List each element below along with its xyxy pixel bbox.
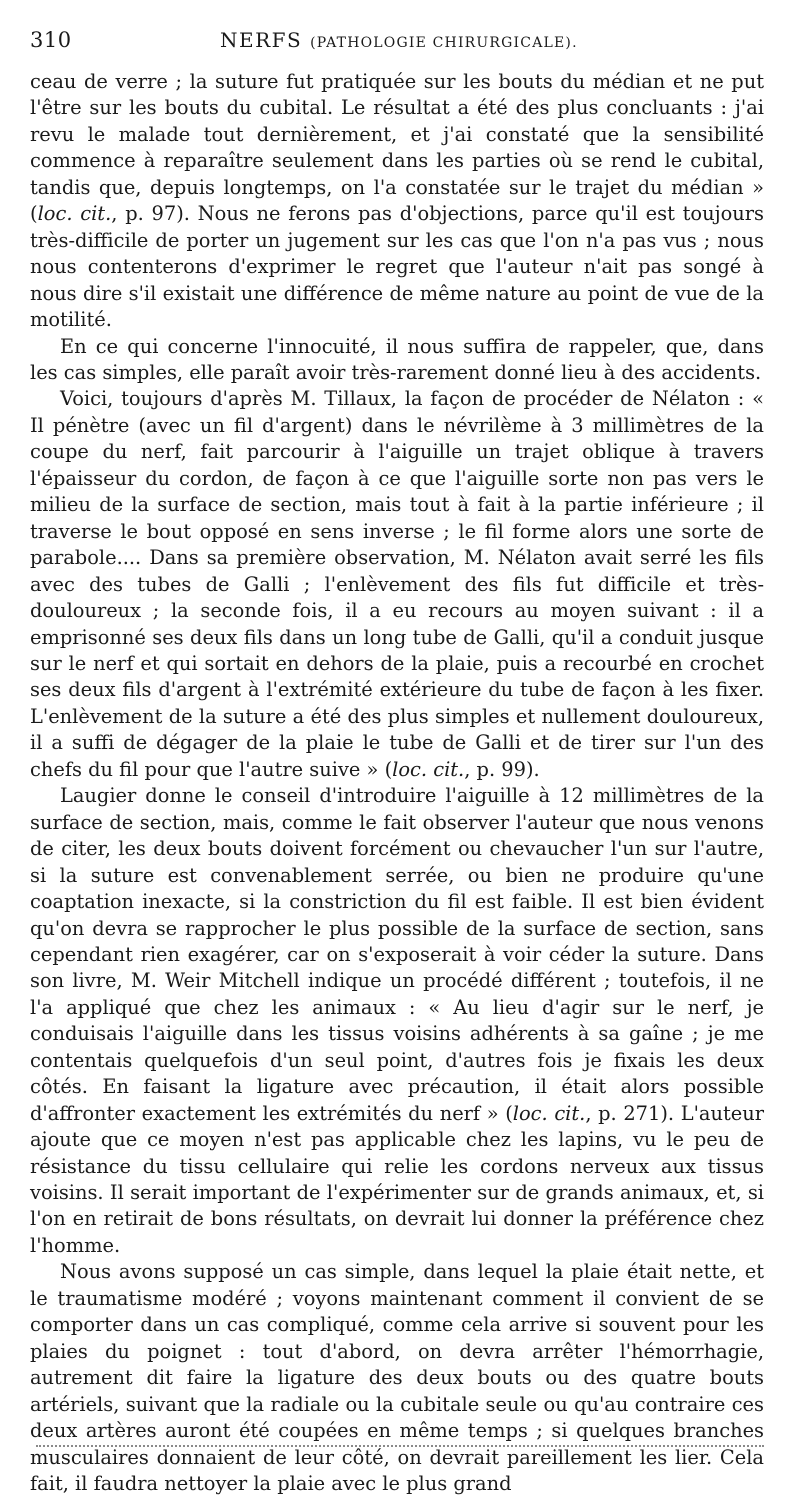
footer-dotted-rule: [36, 1445, 764, 1447]
paragraph-text: ceau de verre ; la suture fut pratiquée sur les bouts du médian et ne put l'être sur les bouts du cubital. Le résultat a été des plus concluants : j'ai revu le malade tout dernièrement, et j'ai constaté que la sensibilité commence à reparaître seulement dans les parties où se rend le cubital, tandis que, depuis longtemps, on l'a constatée sur le trajet du médian » (: [30, 70, 764, 226]
running-title-sub: (PATHOLOGIE CHIRURGICALE).: [310, 35, 578, 51]
citation-italic: loc. cit.: [512, 1101, 586, 1125]
paragraph-text: Voici, toujours d'après M. Tillaux, la façon de procéder de Nélaton : « Il pénètre (avec un fil d'argent) dans le névrilème à 3 millimètres de la coupe du nerf, fait parcourir à l'aiguille un trajet oblique à travers l'épaisseur du cordon, de façon à ce que l'aiguille sorte non pas vers le milieu de la surface de section, mais tout à fait à la partie inférieure ; il traverse le bout opposé en sens inverse ; le fil forme alors une sorte de parabole.... Dans sa première observation, M. Nélaton avait serré les fils avec des tubes de Galli ; l'enlèvement des fils fut difficile et très-douloureux ; la seconde fois, il a eu recours au moyen suivant : il a emprisonné ses deux fils dans un long tube de Galli, qu'il a conduit jusque sur le nerf et qui sortait en dehors de la plaie, puis a recourbé en crochet ses deux fils d'argent à l'extrémité extérieure du tube de façon à les fixer. L'enlèvement de la suture a été des plus simples et nullement douloureux, il a suffi de dégager de la plaie le tube de Galli et de tirer sur l'un des chefs du fil pour que l'autre suive » (: [30, 387, 764, 781]
paragraph-text: , p. 97). Nous ne ferons pas d'objections, parce qu'il est toujours très-difficile de porter un jugement sur les cas que l'on n'a pas vus ; nous nous contenterons d'exprimer le regret que l'auteur n'ait pas songé à nous dire s'il existait une différence de même nature au point de vue de la motilité.: [30, 202, 764, 332]
paragraph-p1: [30, 69, 764, 334]
paragraph-p4: [30, 783, 764, 1259]
running-title: [220, 28, 578, 52]
paragraph-text: En ce qui concerne l'innocuité, il nous suffira de rappeler, que, dans les cas simples, elle paraît avoir très-rarement donné lieu à des accidents.: [30, 334, 764, 384]
paragraph-text: Laugier donne le conseil d'introduire l'aiguille à 12 millimètres de la surface de section, mais, comme le fait observer l'auteur que nous venons de citer, les deux bouts doivent forcément ou chevaucher l'un sur l'autre, si la suture est convenablement serrée, ou bien ne produire qu'une coaptation inexacte, si la constriction du fil est faible. Il est bien évident qu'on devra se rapprocher le plus possible de la surface de section, sans cependant rien exagérer, car on s'exposerait à voir céder la suture. Dans son livre, M. Weir Mitchell indique un procédé différent ; toutefois, il ne l'a appliqué que chez les animaux : « Au lieu d'agir sur le nerf, je conduisais l'aiguille dans les tissus voisins adhérents à sa gaîne ; je me contentais quelquefois d'un seul point, d'autres fois je fixais les deux côtés. En faisant la ligature avec précaution, il était alors possible d'affronter exactement les extrémités du nerf » (: [30, 784, 764, 1125]
body-text: [30, 69, 764, 1497]
paragraph-p3: [30, 386, 764, 783]
citation-italic: loc. cit.: [392, 757, 465, 781]
paragraph-p2: [30, 334, 764, 387]
running-title-main: NERFS: [220, 28, 303, 52]
running-head: [30, 28, 770, 58]
citation-italic: loc. cit.: [37, 202, 112, 226]
paragraph-text: Nous avons supposé un cas simple, dans lequel la plaie était nette, et le traumatisme modéré ; voyons maintenant comment il convient de se comporter dans un cas compliqué, comme cela arrive si souvent pour les plaies du poignet : tout d'abord, on devra arrêter l'hémorrhagie, autrement dit faire la ligature des deux bouts ou des quatre bouts artériels, suivant que la radiale ou la cubitale seule ou qu'au contraire ces deux artères auront été coupées en même temps ; si quelques branches musculaires donnaient de leur côté, on devrait pareillement les lier. Cela fait, il faudra nettoyer la plaie avec le plus grand: [30, 1260, 764, 1496]
paragraph-text: , p. 271). L'auteur ajoute que ce moyen n'est pas applicable chez les lapins, vu le peu de résistance du tissu cellulaire qui relie les cordons nerveux aux tissus voisins. Il serait important de l'expérimenter sur de grands animaux, et, si l'on en retirait de bons résultats, on devrait lui donner la préférence chez l'homme.: [30, 1101, 764, 1257]
paragraph-p5: [30, 1259, 764, 1497]
page-number: 310: [30, 28, 72, 52]
paragraph-text: , p. 99).: [464, 757, 540, 781]
